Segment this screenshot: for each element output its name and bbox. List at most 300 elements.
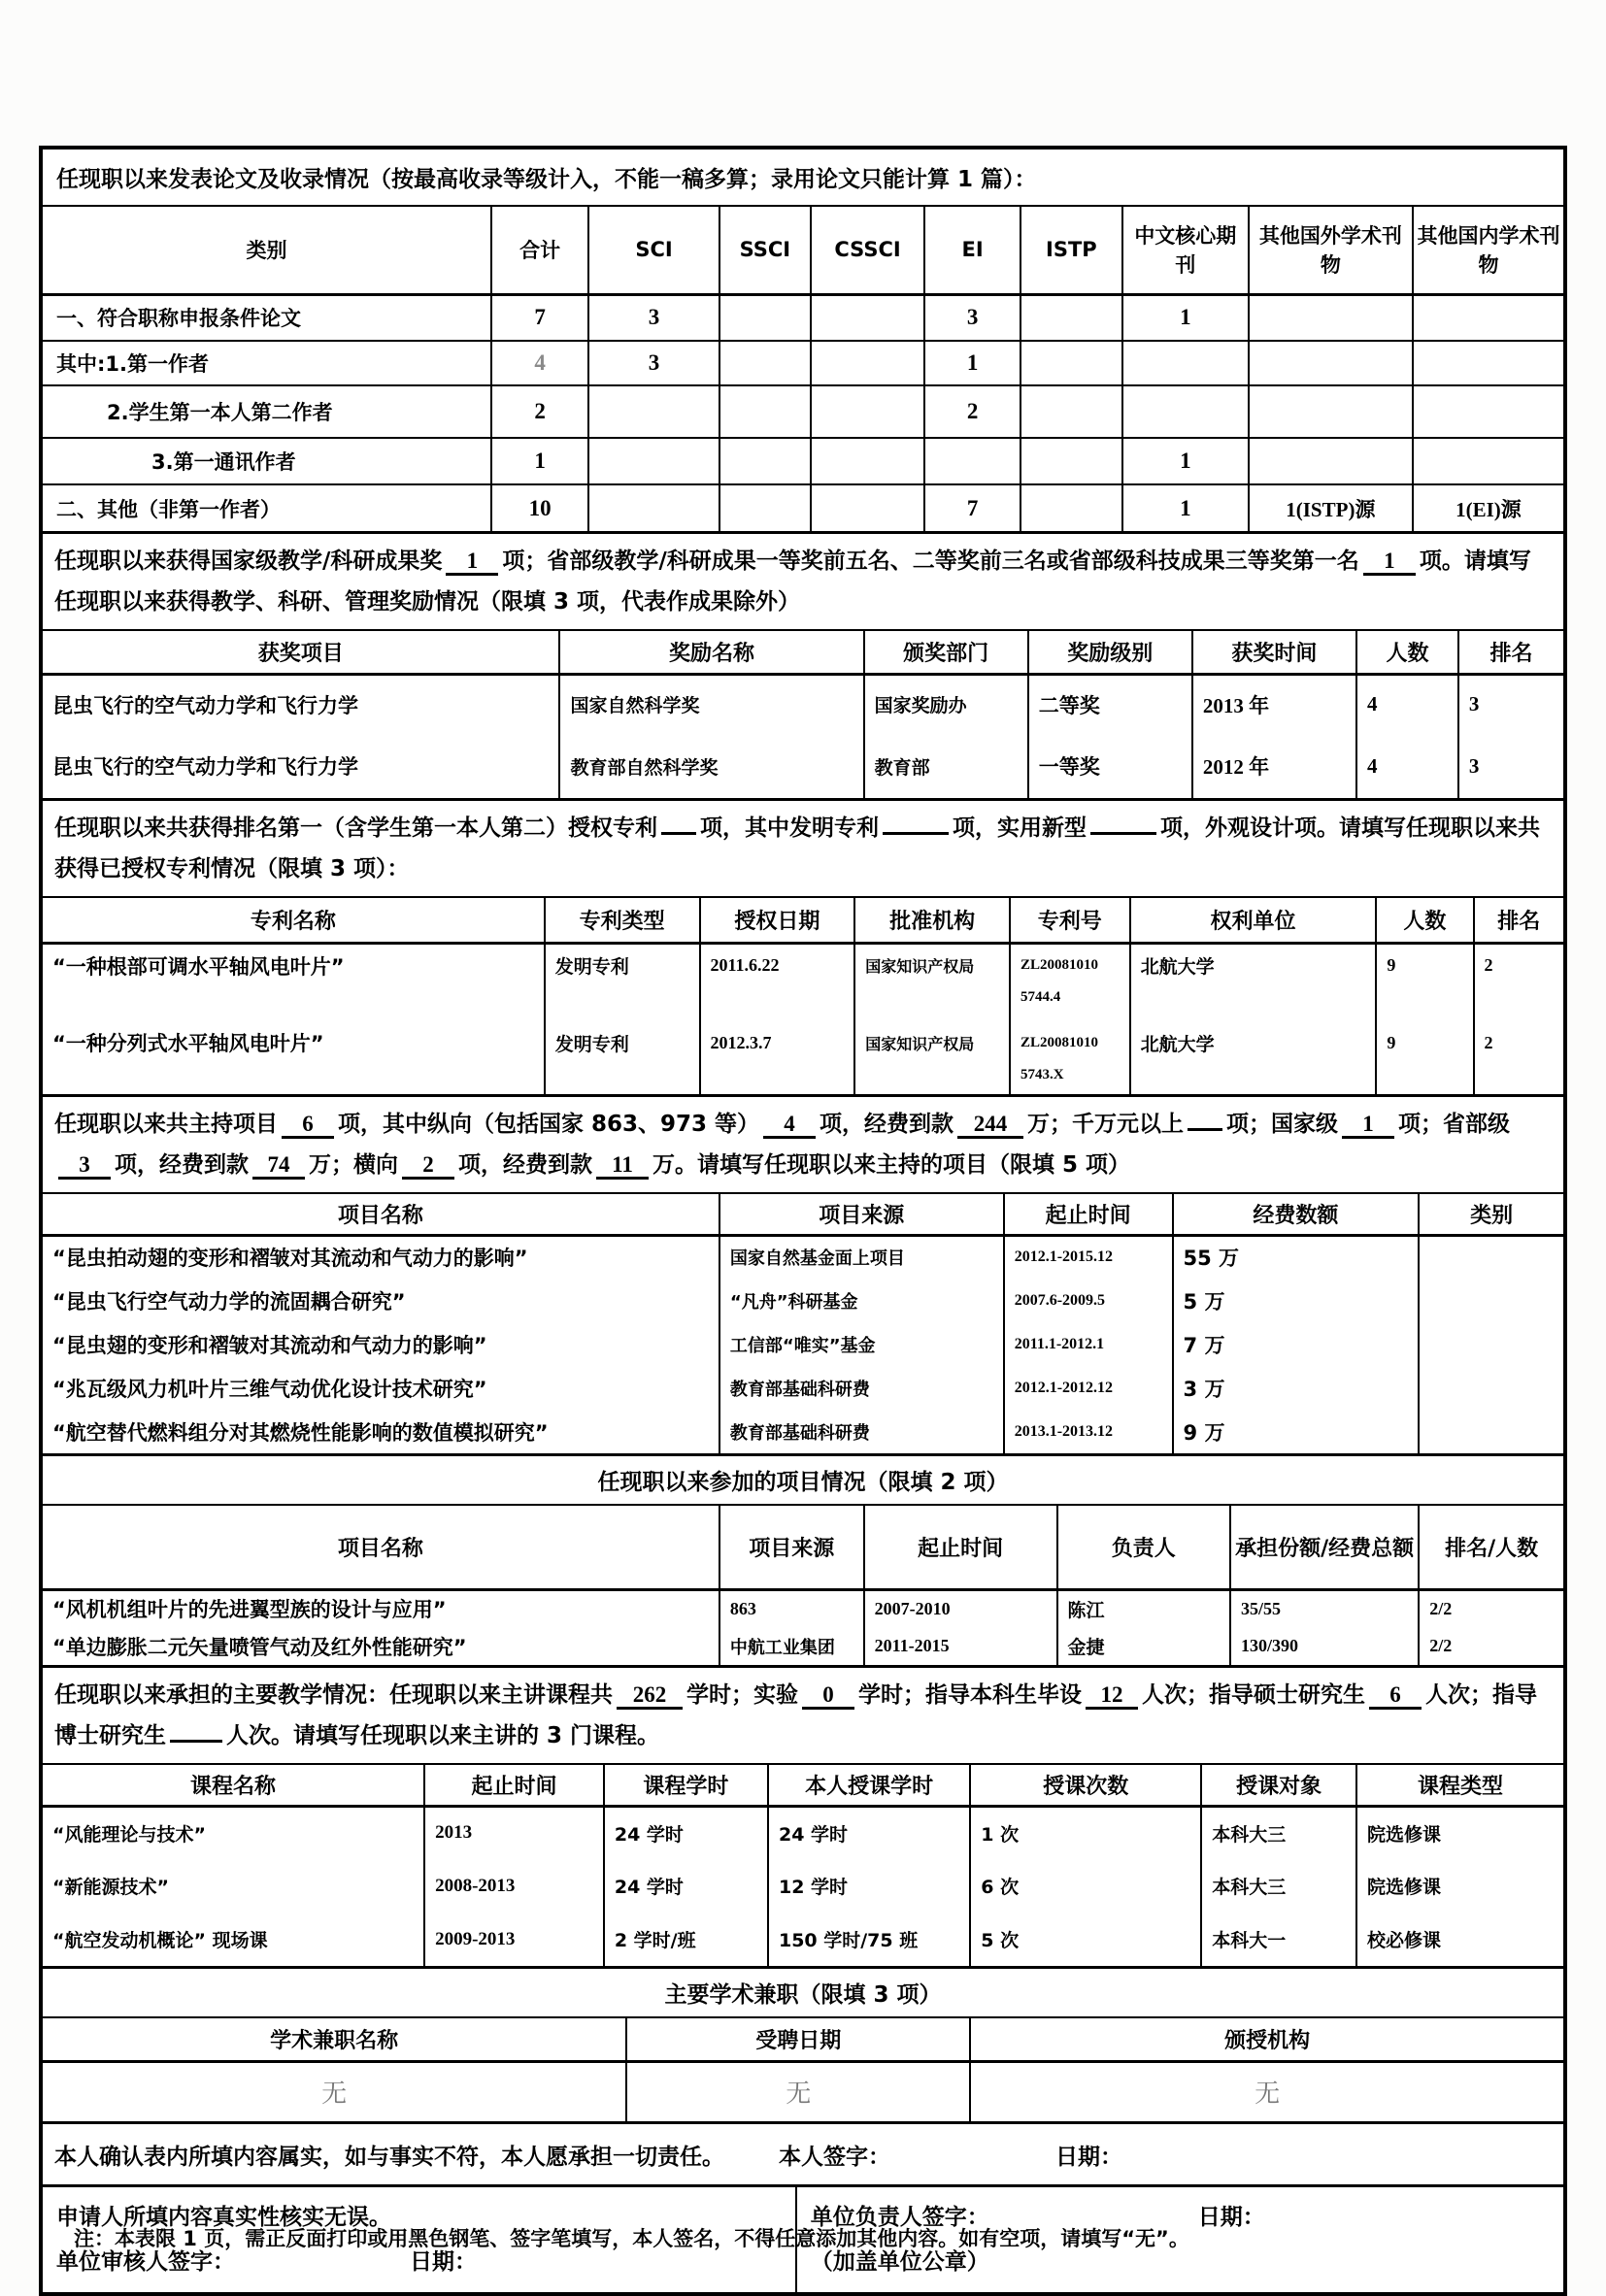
hosted-col-fund: 经费数额: [1173, 1194, 1420, 1235]
award-row: [43, 674, 1563, 734]
value-cell: [588, 385, 719, 438]
provincial-count-blank: 3: [58, 1153, 111, 1180]
empty-cell: [1130, 1065, 1377, 1094]
patent-people: 9: [1376, 943, 1473, 987]
course-audience: 本科大三: [1201, 1806, 1356, 1859]
patents-col-number: 专利号: [1010, 898, 1130, 943]
hosted-col-source: 项目来源: [719, 1194, 1004, 1235]
participated-row: [43, 1589, 1563, 1627]
self-signature-label: 本人签字：: [779, 2144, 890, 2170]
papers-row: [43, 294, 1563, 341]
empty-cell: [1376, 1065, 1473, 1094]
papers-col-chinese-core: 中文核心期刊: [1122, 207, 1249, 294]
award-project: 昆虫飞行的空气动力学和飞行力学: [43, 674, 559, 734]
lecture-hours-blank: 262: [617, 1683, 683, 1710]
value-cell: 3: [588, 294, 719, 341]
papers-row-label: 3.第一通讯作者: [43, 438, 491, 484]
papers-title: 任现职以来发表论文及收录情况（按最高收录等级计入，不能一稿多算；录用论文只能计算 1 篇）：: [56, 167, 1037, 192]
provincial-count-blank: 1: [1363, 549, 1416, 576]
hosted-intro-text: 项；省部级: [1398, 1112, 1511, 1137]
patent-org: 国家知识产权局: [854, 1020, 1010, 1065]
empty-cell: [1474, 987, 1563, 1020]
patents-col-type: 专利类型: [545, 898, 700, 943]
course-type: 校必修课: [1356, 1913, 1563, 1966]
value-cell: 4: [491, 341, 588, 385]
course-row: [43, 1859, 1563, 1913]
patent-number-line1: ZL20081010: [1010, 943, 1130, 987]
empty-cell: [1474, 1065, 1563, 1094]
patents-intro-text: 项，其中发明专利: [700, 815, 879, 841]
date-label: 日期：: [410, 2249, 477, 2275]
vertical-fund-blank: 244: [957, 1113, 1023, 1139]
papers-row: [43, 438, 1563, 484]
hosted-table-wrap: [43, 1192, 1563, 1453]
patents-intro-text: 任现职以来共获得排名第一（含学生第一本人第二）授权专利: [54, 815, 657, 841]
course-name: “航空发动机概论” 现场课: [43, 1913, 424, 1966]
value-cell: [719, 385, 811, 438]
project-fund: 5 万: [1173, 1279, 1420, 1322]
empty-cell: [700, 987, 855, 1020]
empty-cell: [1130, 987, 1377, 1020]
award-level: 一等奖: [1028, 734, 1192, 798]
teaching-intro-text: 人次；指导博士研究生: [54, 1682, 1537, 1748]
patent-row: [43, 943, 1563, 987]
confirmation-text: 本人确认表内所填内容属实，如与事实不符，本人愿承担一切责任。: [54, 2144, 724, 2170]
value-cell: [811, 385, 924, 438]
course-times: 6 次: [970, 1859, 1201, 1913]
teaching-intro-text: 人次。请填写任现职以来主讲的 3 门课程。: [226, 1723, 660, 1748]
participated-col-rank: 排名/人数: [1419, 1506, 1563, 1589]
hosted-col-name: 项目名称: [43, 1194, 719, 1235]
courses-col-period: 起止时间: [424, 1765, 604, 1806]
value-cell: [1122, 385, 1249, 438]
patent-people: 9: [1376, 1020, 1473, 1065]
project-period: 2011.1-2012.1: [1004, 1322, 1173, 1366]
value-cell: [588, 484, 719, 531]
jobs-col-org: 颁授机构: [970, 2018, 1563, 2061]
teaching-intro-text: 学时；实验: [686, 1682, 798, 1708]
patent-org: 国家知识产权局: [854, 943, 1010, 987]
papers-col-total: 合计: [491, 207, 588, 294]
value-cell: [1413, 438, 1563, 484]
experiment-hours-blank: 0: [802, 1683, 854, 1710]
hosted-intro-text: 万。请填写任现职以来主持的项目（限填 5 项）: [652, 1152, 1131, 1178]
project-period: 2013.1-2013.12: [1004, 1410, 1173, 1453]
course-period: 2008-2013: [424, 1859, 604, 1913]
course-period: 2013: [424, 1806, 604, 1859]
project-name: “昆虫翅的变形和褶皱对其流动和气动力的影响”: [43, 1322, 719, 1366]
awards-intro: [43, 531, 1563, 629]
value-cell: 1(EI)源: [1413, 484, 1563, 531]
teaching-intro: [43, 1665, 1563, 1763]
invention-blank: [883, 832, 949, 835]
papers-col-category: 类别: [43, 207, 491, 294]
value-cell: [719, 341, 811, 385]
award-time: 2013 年: [1192, 674, 1356, 734]
course-times: 5 次: [970, 1913, 1201, 1966]
participated-col-share: 承担份额/经费总额: [1230, 1506, 1419, 1589]
hosted-intro-text: 万；千万元以上: [1027, 1112, 1185, 1137]
award-level: 二等奖: [1028, 674, 1192, 734]
hosted-intro-text: 项，经费到款: [820, 1112, 954, 1137]
project-name: “兆瓦级风力机叶片三维气动优化设计技术研究”: [43, 1366, 719, 1410]
hosted-project-row: [43, 1235, 1563, 1279]
course-name: “风能理论与技术”: [43, 1806, 424, 1859]
course-period: 2009-2013: [424, 1913, 604, 1966]
master-students-blank: 6: [1369, 1683, 1422, 1710]
participated-table-wrap: [43, 1504, 1563, 1665]
project-name: “昆虫飞行空气动力学的流固耦合研究”: [43, 1279, 719, 1322]
project-fund: 55 万: [1173, 1235, 1420, 1279]
project-period: 2012.1-2015.12: [1004, 1235, 1173, 1279]
hosted-intro-text: 项；国家级: [1226, 1112, 1339, 1137]
patents-intro-text: 项，实用新型: [953, 815, 1087, 841]
project-source: 中航工业集团: [719, 1627, 864, 1665]
award-people: 4: [1356, 674, 1458, 734]
awards-intro-text: 项；省部级教学/科研成果一等奖前五名、二等奖前三名或省部级科技成果三等奖第一名: [502, 549, 1359, 574]
job-date-value: 无: [626, 2061, 970, 2121]
patent-date: 2012.3.7: [700, 1020, 855, 1065]
phd-students-blank: [170, 1740, 222, 1743]
value-cell: 2: [491, 385, 588, 438]
patents-col-date: 授权日期: [700, 898, 855, 943]
date-label: 日期：: [1197, 2205, 1265, 2230]
leader-signature-label: 单位负责人签字：: [810, 2205, 989, 2230]
patent-row-cont: [43, 1065, 1563, 1094]
project-name: “单边膨胀二元矢量喷管气动及红外性能研究”: [43, 1627, 719, 1665]
courses-col-name: 课程名称: [43, 1765, 424, 1806]
award-rank: 3: [1458, 674, 1563, 734]
papers-table-wrap: [43, 205, 1563, 531]
papers-col-domestic-other: 其他国内学术刊物: [1413, 207, 1563, 294]
patent-date: 2011.6.22: [700, 943, 855, 987]
awards-table: [43, 631, 1563, 798]
awards-col-name: 奖励名称: [559, 631, 863, 674]
patent-rank: 2: [1474, 1020, 1563, 1065]
value-cell: [719, 438, 811, 484]
project-fund: 7 万: [1173, 1322, 1420, 1366]
participated-col-leader: 负责人: [1057, 1506, 1231, 1589]
patents-col-people: 人数: [1376, 898, 1473, 943]
papers-col-ssci: SSCI: [719, 207, 811, 294]
project-leader: 陈江: [1057, 1589, 1231, 1627]
awards-col-level: 奖励级别: [1028, 631, 1192, 674]
course-myhours: 24 学时: [768, 1806, 970, 1859]
value-cell: [1020, 294, 1122, 341]
utility-blank: [1090, 832, 1156, 835]
courses-col-hours: 课程学时: [604, 1765, 768, 1806]
patent-row-cont: [43, 987, 1563, 1020]
empty-cell: [700, 1065, 855, 1094]
value-cell: 7: [491, 294, 588, 341]
course-hours: 24 学时: [604, 1859, 768, 1913]
value-cell: [1020, 341, 1122, 385]
empty-cell: [43, 1065, 545, 1094]
awards-count-blank: 1: [446, 549, 498, 576]
patent-owner: 北航大学: [1130, 1020, 1377, 1065]
value-cell: [1249, 385, 1413, 438]
awards-col-time: 获奖时间: [1192, 631, 1356, 674]
teaching-intro-text: 任现职以来承担的主要教学情况：任现职以来主讲课程共: [54, 1682, 613, 1708]
patent-type: 发明专利: [545, 1020, 700, 1065]
auditor-signature-label: 单位审核人签字：: [56, 2249, 235, 2275]
award-rank: 3: [1458, 734, 1563, 798]
papers-table: [43, 207, 1563, 531]
award-department: 国家奖励办: [864, 674, 1028, 734]
project-fund: 3 万: [1173, 1366, 1420, 1410]
papers-row-label: 二、其他（非第一作者）: [43, 484, 491, 531]
courses-col-audience: 授课对象: [1201, 1765, 1356, 1806]
project-rank: 2/2: [1419, 1627, 1563, 1665]
value-cell: [811, 484, 924, 531]
courses-col-type: 课程类型: [1356, 1765, 1563, 1806]
course-type: 院选修课: [1356, 1859, 1563, 1913]
empty-cell: [545, 1065, 700, 1094]
value-cell: 1: [491, 438, 588, 484]
patent-name: “一种根部可调水平轴风电叶片”: [43, 943, 545, 987]
confirmation-row: [43, 2121, 1563, 2184]
course-times: 1 次: [970, 1806, 1201, 1859]
provincial-fund-blank: 74: [252, 1153, 305, 1180]
course-hours: 2 学时/班: [604, 1913, 768, 1966]
jobs-col-date: 受聘日期: [626, 2018, 970, 2061]
awards-intro-text: 项。请填写任现职以来获得教学、科研、管理奖励情况（限填 3 项，代表作成果除外）: [54, 549, 1531, 615]
empty-cell: [854, 987, 1010, 1020]
jobs-table: [43, 2018, 1563, 2121]
patent-number-line2: 5743.X: [1010, 1065, 1130, 1094]
project-share: 35/55: [1230, 1589, 1419, 1627]
patent-row: [43, 1020, 1563, 1065]
project-name: “风机机组叶片的先进翼型族的设计与应用”: [43, 1589, 719, 1627]
vertical-count-blank: 4: [763, 1113, 816, 1139]
official-seal-label: （加盖单位公章）: [810, 2249, 989, 2275]
hosted-project-row: [43, 1279, 1563, 1322]
award-row: [43, 734, 1563, 798]
value-cell: 2: [924, 385, 1020, 438]
awards-col-rank: 排名: [1458, 631, 1563, 674]
national-count-blank: 1: [1342, 1113, 1394, 1139]
value-cell: [719, 484, 811, 531]
value-cell: [811, 438, 924, 484]
value-cell: [1249, 294, 1413, 341]
value-cell: 1(ISTP)源: [1249, 484, 1413, 531]
hosted-projects-table: [43, 1194, 1563, 1453]
hosted-project-row: [43, 1322, 1563, 1366]
participated-row: [43, 1627, 1563, 1665]
patent-owner: 北航大学: [1130, 943, 1377, 987]
patents-col-name: 专利名称: [43, 898, 545, 943]
project-period: 2007-2010: [864, 1589, 1057, 1627]
hosted-col-period: 起止时间: [1004, 1194, 1173, 1235]
value-cell: [719, 294, 811, 341]
value-cell: 1: [1122, 484, 1249, 531]
project-period: 2011-2015: [864, 1627, 1057, 1665]
award-name: 教育部自然科学奖: [559, 734, 863, 798]
value-cell: [588, 438, 719, 484]
course-name: “新能源技术”: [43, 1859, 424, 1913]
papers-col-cssci: CSSCI: [811, 207, 924, 294]
value-cell: [1413, 385, 1563, 438]
papers-col-sci: SCI: [588, 207, 719, 294]
value-cell: 10: [491, 484, 588, 531]
award-time: 2012 年: [1192, 734, 1356, 798]
hosted-intro-text: 项，经费到款: [115, 1152, 249, 1178]
award-name: 国家自然科学奖: [559, 674, 863, 734]
value-cell: [811, 341, 924, 385]
course-hours: 24 学时: [604, 1806, 768, 1859]
patent-type: 发明专利: [545, 943, 700, 987]
value-cell: 7: [924, 484, 1020, 531]
hosted-total-blank: 6: [282, 1113, 334, 1139]
patents-col-org: 批准机构: [854, 898, 1010, 943]
teaching-intro-text: 学时；指导本科生毕设: [858, 1682, 1082, 1708]
participated-col-period: 起止时间: [864, 1506, 1057, 1589]
patent-number-line2: 5744.4: [1010, 987, 1130, 1020]
value-cell: [1020, 484, 1122, 531]
awards-col-people: 人数: [1356, 631, 1458, 674]
papers-row-label: 其中:1.第一作者: [43, 341, 491, 385]
value-cell: [1020, 385, 1122, 438]
course-row: [43, 1806, 1563, 1859]
awards-col-project: 获奖项目: [43, 631, 559, 674]
courses-table: [43, 1765, 1563, 1966]
course-myhours: 12 学时: [768, 1859, 970, 1913]
course-audience: 本科大三: [1201, 1859, 1356, 1913]
participated-col-source: 项目来源: [719, 1506, 864, 1589]
value-cell: [1020, 438, 1122, 484]
verification-statement: 申请人所填内容真实性核实无误。: [56, 2205, 391, 2230]
course-row: [43, 1913, 1563, 1966]
awards-table-wrap: [43, 629, 1563, 798]
papers-row: [43, 484, 1563, 531]
participated-table: [43, 1506, 1563, 1665]
horizontal-count-blank: 2: [402, 1153, 454, 1180]
project-source: 教育部基础科研费: [719, 1366, 1004, 1410]
patents-intro-text: 项，外观设计项。请填写任现职以来共获得已授权专利情况（限填 3 项）：: [54, 815, 1540, 882]
hosted-projects-intro: [43, 1094, 1563, 1192]
tenmillion-blank: [1188, 1128, 1222, 1131]
papers-col-ei: EI: [924, 207, 1020, 294]
papers-col-istp: ISTP: [1020, 207, 1122, 294]
value-cell: 1: [1122, 438, 1249, 484]
patents-col-rank: 排名: [1474, 898, 1563, 943]
jobs-table-wrap: [43, 2016, 1563, 2121]
project-name: “昆虫拍动翅的变形和褶皱对其流动和气动力的影响”: [43, 1235, 719, 1279]
hosted-project-row: [43, 1410, 1563, 1453]
project-type: [1419, 1410, 1563, 1453]
value-cell: [1249, 341, 1413, 385]
value-cell: [811, 294, 924, 341]
courses-col-times: 授课次数: [970, 1765, 1201, 1806]
course-audience: 本科大一: [1201, 1913, 1356, 1966]
award-department: 教育部: [864, 734, 1028, 798]
papers-col-foreign-other: 其他国外学术刊物: [1249, 207, 1413, 294]
papers-section: [43, 150, 1563, 205]
value-cell: [1249, 438, 1413, 484]
hosted-project-row: [43, 1366, 1563, 1410]
project-period: 2012.1-2012.12: [1004, 1366, 1173, 1410]
project-source: 工信部“唯实”基金: [719, 1322, 1004, 1366]
empty-cell: [43, 987, 545, 1020]
application-form: [39, 146, 1567, 2296]
empty-cell: [854, 1065, 1010, 1094]
papers-row: [43, 341, 1563, 385]
value-cell: 1: [924, 341, 1020, 385]
empty-cell: [1376, 987, 1473, 1020]
awards-intro-text: 任现职以来获得国家级教学/科研成果奖: [54, 549, 443, 574]
project-type: [1419, 1322, 1563, 1366]
project-name: “航空替代燃料组分对其燃烧性能影响的数值模拟研究”: [43, 1410, 719, 1453]
hosted-intro-text: 项，经费到款: [458, 1152, 592, 1178]
hosted-intro-text: 万；横向: [309, 1152, 398, 1178]
project-leader: 金捷: [1057, 1627, 1231, 1665]
empty-cell: [545, 987, 700, 1020]
project-fund: 9 万: [1173, 1410, 1420, 1453]
value-cell: [924, 438, 1020, 484]
value-cell: [1413, 341, 1563, 385]
project-type: [1419, 1366, 1563, 1410]
papers-row: [43, 385, 1563, 438]
courses-col-myhours: 本人授课学时: [768, 1765, 970, 1806]
course-type: 院选修课: [1356, 1806, 1563, 1859]
value-cell: [1122, 341, 1249, 385]
undergrad-thesis-blank: 12: [1086, 1683, 1138, 1710]
hosted-intro-text: 项，其中纵向（包括国家 863、973 等）: [338, 1112, 760, 1137]
project-source: 863: [719, 1589, 864, 1627]
awards-col-department: 颁奖部门: [864, 631, 1028, 674]
patents-total-blank: [661, 832, 696, 835]
footnote: 注：本表限 1 页，需正反面打印或用黑色钢笔、签字笔填写，本人签名，不得任意添加其他内容。如有空项，请填写“无”。: [74, 2227, 1189, 2250]
hosted-col-type: 类别: [1419, 1194, 1563, 1235]
patent-number-line1: ZL20081010: [1010, 1020, 1130, 1065]
course-myhours: 150 学时/75 班: [768, 1913, 970, 1966]
award-project: 昆虫飞行的空气动力学和飞行力学: [43, 734, 559, 798]
value-cell: 3: [588, 341, 719, 385]
value-cell: 1: [1122, 294, 1249, 341]
papers-row-label: 一、符合职称申报条件论文: [43, 294, 491, 341]
hosted-intro-text: 任现职以来共主持项目: [54, 1112, 278, 1137]
jobs-col-name: 学术兼职名称: [43, 2018, 626, 2061]
patents-table: [43, 898, 1563, 1094]
project-source: 国家自然基金面上项目: [719, 1235, 1004, 1279]
project-share: 130/390: [1230, 1627, 1419, 1665]
project-source: 教育部基础科研费: [719, 1410, 1004, 1453]
patents-intro: [43, 798, 1563, 896]
jobs-section-title: 主要学术兼职（限填 3 项）: [43, 1966, 1563, 2016]
participated-col-name: 项目名称: [43, 1506, 719, 1589]
value-cell: 3: [924, 294, 1020, 341]
jobs-row: [43, 2061, 1563, 2121]
project-source: “凡舟”科研基金: [719, 1279, 1004, 1322]
patent-name: “一种分列式水平轴风电叶片”: [43, 1020, 545, 1065]
patents-table-wrap: [43, 896, 1563, 1094]
participated-section-title: 任现职以来参加的项目情况（限填 2 项）: [43, 1453, 1563, 1504]
project-type: [1419, 1235, 1563, 1279]
project-rank: 2/2: [1419, 1589, 1563, 1627]
job-org-value: 无: [970, 2061, 1563, 2121]
teaching-intro-text: 人次；指导硕士研究生: [1142, 1682, 1365, 1708]
date-label: 日期：: [1055, 2144, 1122, 2170]
courses-table-wrap: [43, 1763, 1563, 1966]
project-type: [1419, 1279, 1563, 1322]
value-cell: [1413, 294, 1563, 341]
horizontal-fund-blank: 11: [596, 1153, 649, 1180]
job-name-value: 无: [43, 2061, 626, 2121]
project-period: 2007.6-2009.5: [1004, 1279, 1173, 1322]
papers-row-label: 2.学生第一本人第二作者: [43, 385, 491, 438]
patent-rank: 2: [1474, 943, 1563, 987]
award-people: 4: [1356, 734, 1458, 798]
